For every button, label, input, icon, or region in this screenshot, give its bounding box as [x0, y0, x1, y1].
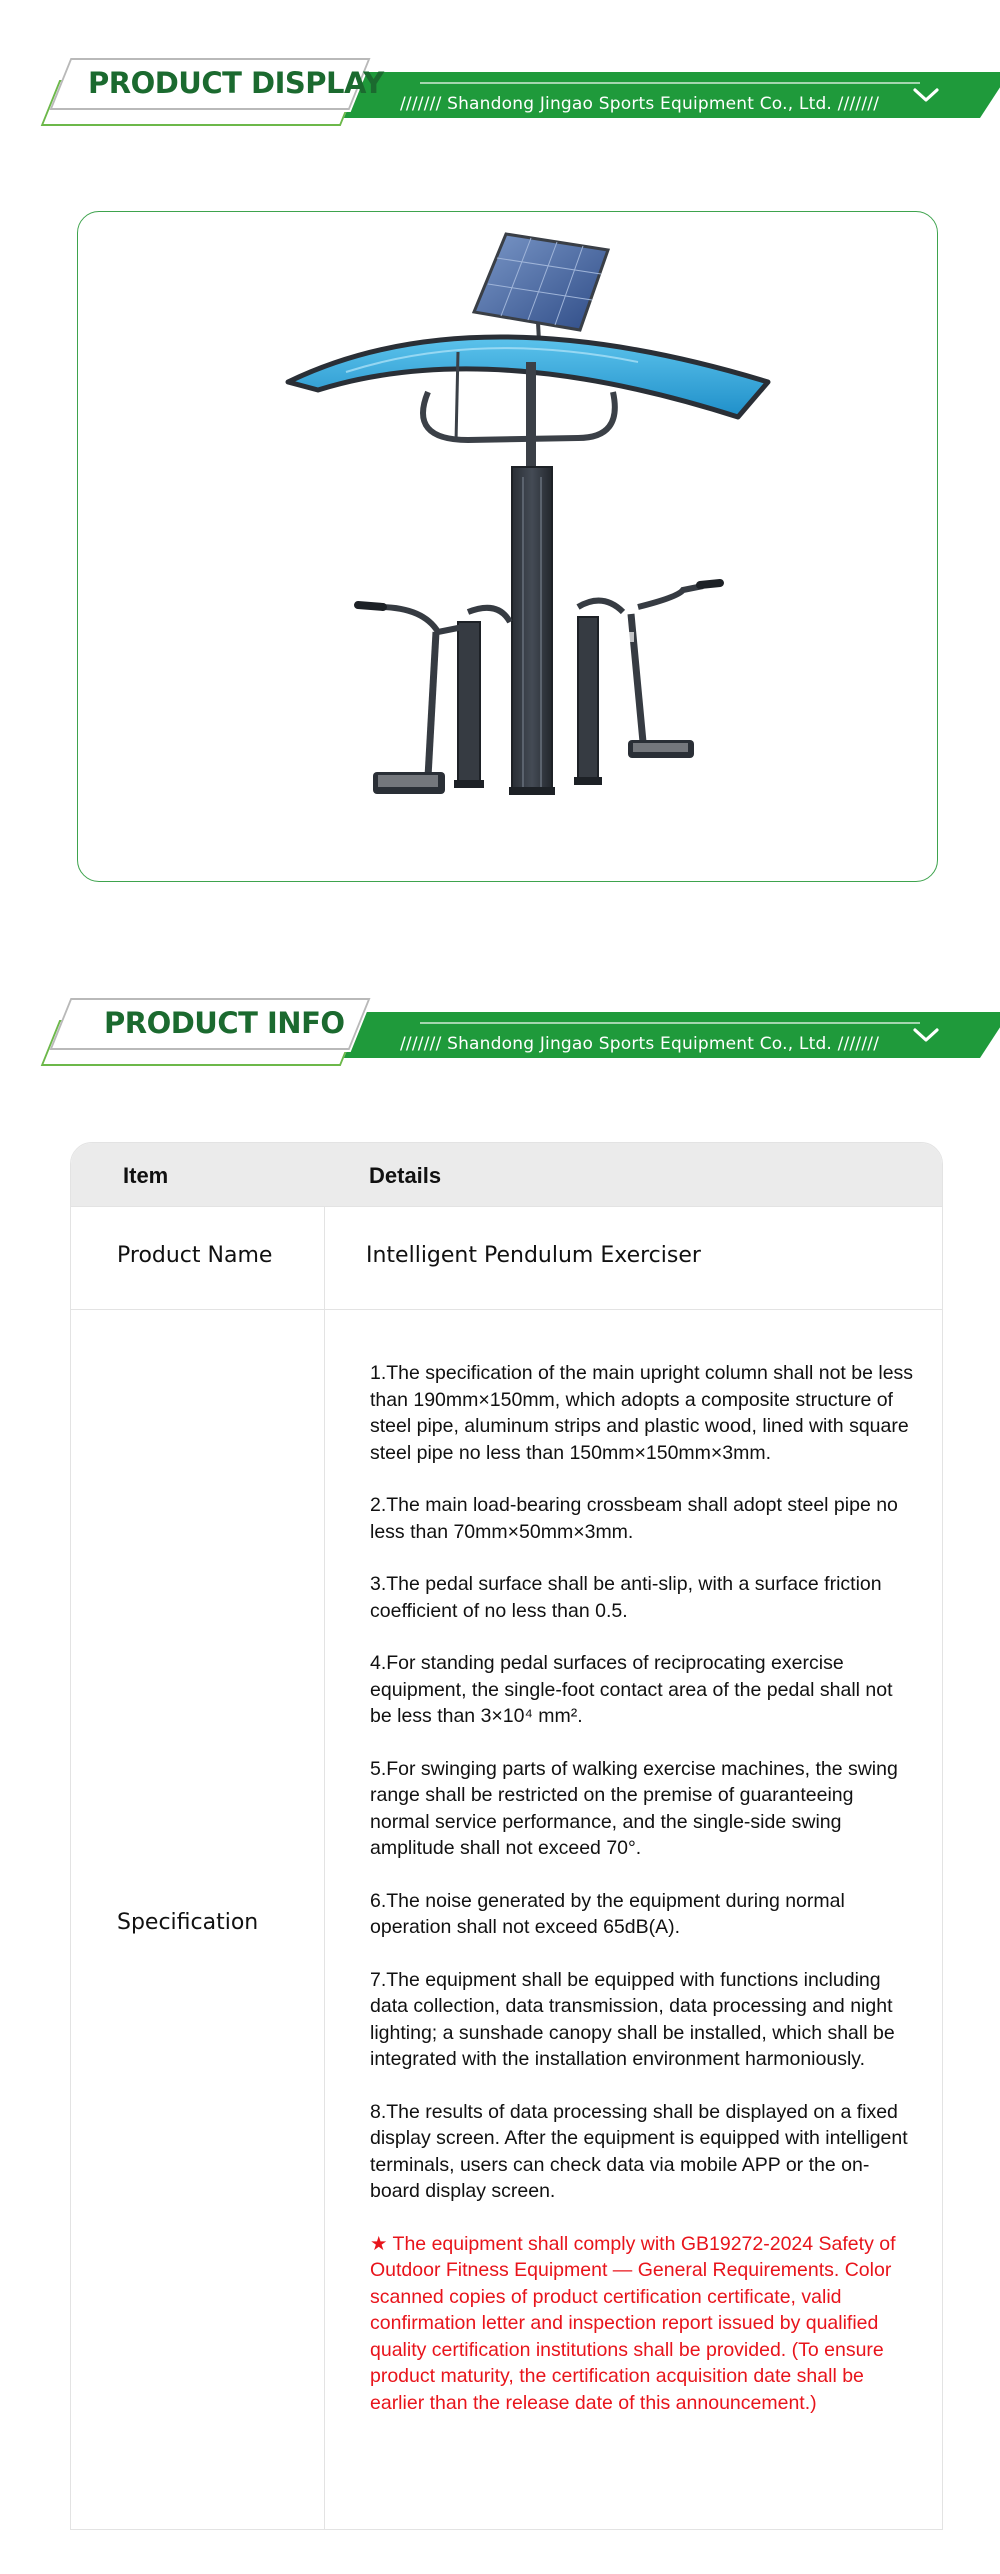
spec-item: 3.The pedal surface shall be anti-slip, with a surface friction coefficient of no less than 0.5. [370, 1573, 882, 1622]
compliance-note: ★ The equipment shall comply with GB19272-2024 Safety of Outdoor Fitness Equipment — General Requirements. Color scanned copies of product certification certificate, valid confirmation letter and inspection report issued by qualified quality certification institutions shall be provided. (To ensure product maturity, the certification acquisition date shall be earlier than the release date of this announcement.) [370, 2232, 896, 2414]
banner-company-text: /////// Shandong Jingao Sports Equipment Co., Ltd. /////// [400, 1034, 880, 1054]
spec-item: 4.For standing pedal surfaces of reciprocating exercise equipment, the single-foot contact area of the pedal shall not be less than 3×10⁴ mm². [370, 1652, 893, 1727]
header-item: Item [123, 1163, 169, 1188]
chevron-down-icon[interactable] [912, 86, 940, 104]
spec-item: 2.The main load-bearing crossbeam shall adopt steel pipe no less than 70mm×50mm×3mm. [370, 1494, 898, 1543]
left-pendulum [358, 605, 510, 794]
banner-rule [420, 1022, 920, 1024]
product-info-banner [40, 998, 970, 1088]
spec-item: 8.The results of data processing shall be displayed on a fixed display screen. After the equipment is equipped with intelligent terminals, users can check data via mobile APP or the on-board display screen. [370, 2100, 908, 2202]
table-header [71, 1143, 942, 1206]
banner-rule [420, 82, 920, 84]
specification-label: Specification [117, 1910, 259, 1935]
chevron-down-icon[interactable] [912, 1026, 940, 1044]
table-row [71, 1206, 942, 1309]
product-image [78, 212, 939, 883]
product-name-value: Intelligent Pendulum Exerciser [366, 1243, 701, 1268]
spec-item: 1.The specification of the main upright column shall not be less than 190mm×150mm, which adopts a composite structure of steel pipe, aluminum strips and plastic wood, lined with square steel pipe no less than 150mm×150mm×3mm. [370, 1362, 914, 1464]
spec-item: 6.The noise generated by the equipment during normal operation shall not exceed 65dB(A). [370, 1889, 845, 1938]
section-title: PRODUCT INFO [104, 1006, 345, 1040]
product-info-table [70, 1142, 943, 2530]
right-pendulum [574, 583, 720, 785]
section-title: PRODUCT DISPLAY [88, 66, 384, 100]
banner-company-text: /////// Shandong Jingao Sports Equipment Co., Ltd. /////// [400, 94, 880, 114]
product-display-banner [40, 58, 970, 148]
header-details: Details [369, 1163, 442, 1188]
spec-item: 7.The equipment shall be equipped with functions including data collection, data transmission, data processing and night lighting; a sunshade canopy shall be installed, which shall be integrated with the installation environment harmoniously. [370, 1968, 895, 2070]
specification-list [370, 1360, 918, 2416]
spec-item: 5.For swinging parts of walking exercise machines, the swing range shall be restricted on the premise of guaranteeing normal service performance, and the single-side swing amplitude shall not exceed 70°. [370, 1757, 898, 1859]
product-name-label: Product Name [117, 1243, 273, 1268]
product-image-frame [77, 211, 938, 882]
table-row [71, 1309, 942, 2530]
main-column [509, 362, 555, 795]
